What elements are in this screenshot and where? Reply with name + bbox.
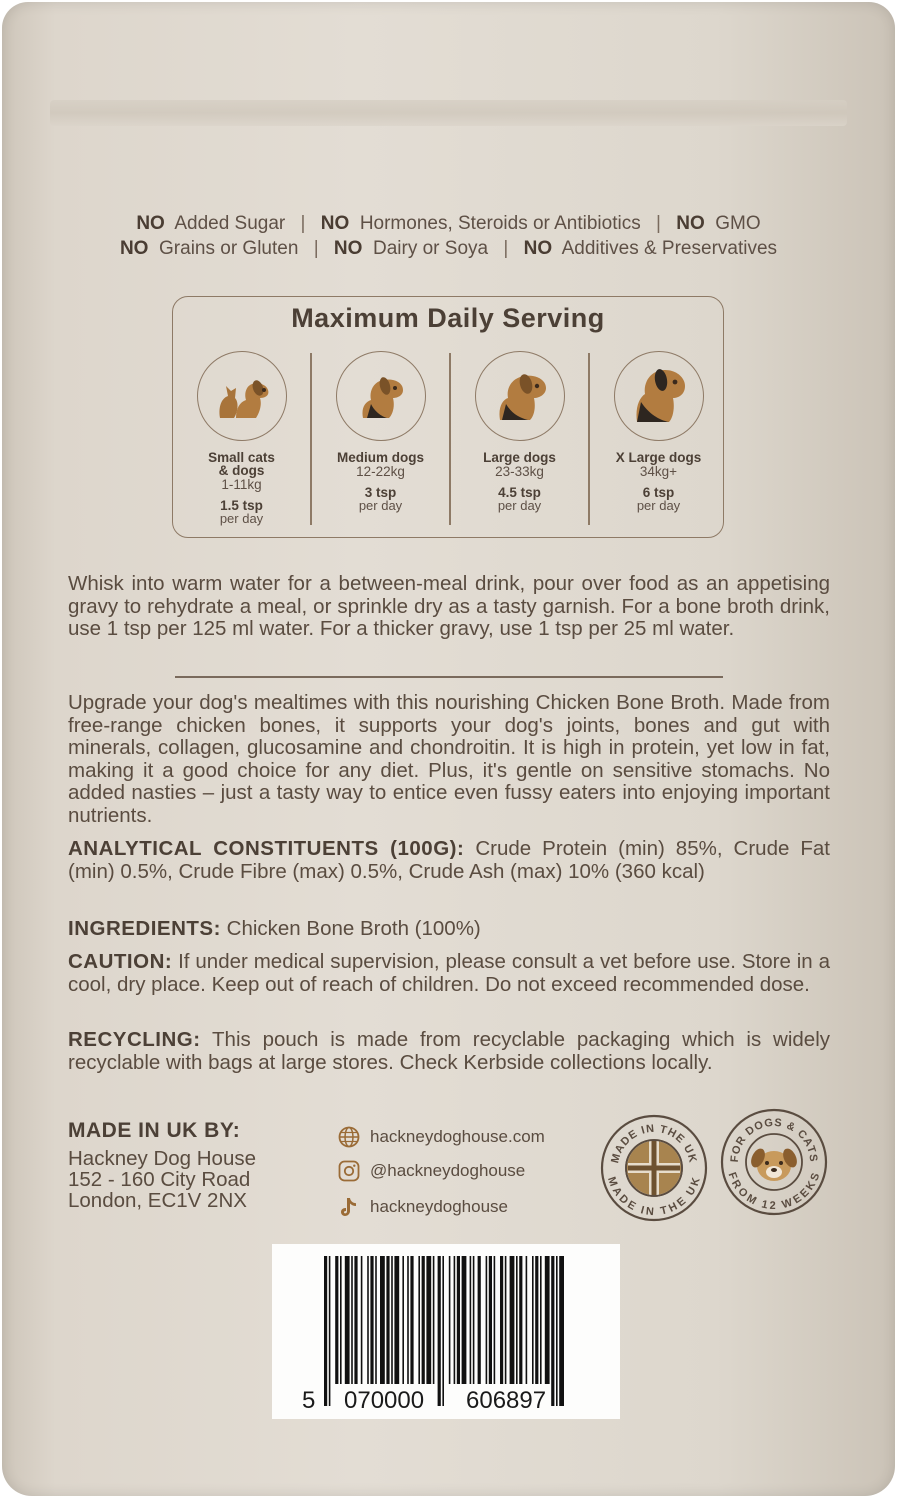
barcode-bar [545,1256,550,1384]
barcode-digit-prefix: 5 [302,1387,316,1414]
instagram-text: @hackneydoghouse [370,1161,526,1180]
maker-line-2: 152 - 160 City Road [68,1168,251,1191]
column-name-2: & dogs [218,463,265,478]
barcode-bar [394,1256,399,1384]
barcode-bar [551,1256,554,1406]
barcode-digits-right: 606897 [466,1387,547,1414]
column-amount: 4.5 tsp [498,485,541,500]
serving-column-small [173,353,310,525]
website-row [338,1126,545,1148]
maker-line-1: Hackney Dog House [68,1147,257,1170]
tiktok-text: hackneydoghouse [370,1197,509,1216]
barcode [272,1244,620,1419]
serving-column-xlarge [590,353,727,525]
caution-text: If under medical supervision, please consult a vet before use. Store in a cool, dry place. Keep out of reach of children. Do not exceed recommended dose. [68,950,830,996]
column-name: Medium dogs [337,450,424,465]
column-weight: 12-22kg [356,464,405,479]
claim-text: Dairy or Soya [372,238,489,259]
barcode-bar [375,1256,377,1384]
barcode-bar [418,1256,420,1384]
column-per: per day [358,498,403,513]
maker-line-3: London, EC1V 2NX [68,1189,247,1212]
barcode-bar [391,1256,393,1384]
recycling-label: RECYCLING: [68,1028,201,1051]
xlarge-dog-icon [614,351,704,441]
ingredients [68,918,830,941]
column-weight: 34kg+ [639,464,678,479]
barcode-bar [361,1256,363,1384]
serving-table [172,296,724,538]
barcode-bar [486,1256,488,1384]
claim-text: Added Sugar [174,213,286,234]
barcode-bar [519,1256,522,1384]
barcode-bar [510,1256,515,1384]
barcode-bar [532,1256,534,1384]
claim-no: NO [119,238,149,259]
column-weight: 1-11kg [221,477,262,492]
column-amount: 1.5 tsp [220,498,263,513]
column-weight: 23-33kg [495,464,544,479]
analytical-label: ANALYTICAL CONSTITUENTS (100G): [68,837,465,860]
tiktok-icon [338,1196,360,1218]
column-per: per day [219,511,264,526]
barcode-bar [494,1256,496,1384]
caution [68,951,830,996]
claim-text: Hormones, Steroids or Antibiotics [359,213,641,234]
medium-dog-icon [336,351,426,441]
zip-seal [50,100,847,126]
column-per: per day [636,498,681,513]
barcode-bar [449,1256,451,1384]
claims-line-2: NO Grains or Gluten | NO Dairy or Soya | NO Additives & Preservatives [119,238,778,259]
barcode-bar [526,1256,528,1384]
barcode-bar [324,1256,327,1406]
barcode-bar [329,1256,331,1406]
barcode-bar [559,1256,564,1406]
claim-text: Additives & Preservatives [561,238,778,259]
barcode-bar [438,1256,441,1406]
barcode-bar [335,1256,338,1384]
barcode-bar [402,1256,404,1384]
serving-column-large [451,353,588,525]
large-dog-icon [475,351,565,441]
column-amount: 3 tsp [364,485,397,500]
website-text: hackneydoghouse.com [370,1127,545,1146]
manufacturer-address [68,1120,256,1211]
ingredients-label: INGREDIENTS: [68,917,221,940]
barcode-bar [556,1256,558,1406]
barcode-bar [489,1256,492,1384]
barcode-bar [407,1256,409,1384]
column-name: X Large dogs [615,450,702,465]
column-name: Small cats [208,450,275,465]
pets-badge-top-text: FOR DOGS & CATS [728,1116,820,1163]
cat-and-dog-icon [197,351,287,441]
made-in-uk-badge [600,1114,708,1222]
barcode-bar [370,1256,373,1384]
claim-no: NO [523,238,553,259]
claims-line-1: NO Added Sugar | NO Hormones, Steroids or Antibiotics | NO GMO [136,213,761,234]
barcode-bar [535,1256,538,1384]
serving-title: Maximum Daily Serving [291,303,605,333]
barcode-bar [386,1256,389,1384]
barcode-digits-left: 070000 [344,1387,425,1414]
instructions-text: Whisk into warm water for a between-meal drink, pour over food as an appetising gravy to rehydrate a meal, or sprinkle dry as a tasty garnish. For a bone broth drink, use 1 tsp per 125 ml water. For a thicker gravy, use 1 tsp per 25 ml water. [68,572,830,640]
uk-badge-top-text: MADE IN THE UK [609,1122,699,1165]
barcode-bar [516,1256,518,1384]
barcode-bar [505,1256,507,1384]
barcode-bar [340,1256,342,1384]
ingredients-text: Chicken Bone Broth (100%) [226,917,481,940]
barcode-bar [454,1256,456,1384]
claim-no: NO [320,213,350,234]
globe-icon [338,1126,360,1148]
analytical-text: Crude Protein (min) 85%, Crude Fat (min) 0.5%, Crude Fibre (max) 0.5%, Crude Ash (max) 10% (360 kcal) [68,837,830,883]
analytical-constituents [68,838,830,883]
barcode-bar [351,1256,353,1384]
barcode-bar [426,1256,431,1384]
dogs-cats-badge [720,1108,828,1216]
serving-column-medium [312,353,449,525]
barcode-bar [345,1256,350,1384]
recycling [68,1029,830,1074]
claim-no: NO [333,238,363,259]
barcode-bar [433,1256,435,1384]
column-amount: 6 tsp [642,485,675,500]
barcode-bar [380,1256,385,1384]
instagram-icon [338,1160,360,1182]
caution-label: CAUTION: [68,950,173,973]
barcode-bar [354,1256,357,1384]
barcode-bar [367,1256,369,1384]
maker-label: MADE IN UK BY: [68,1119,241,1142]
barcode-bar [473,1256,475,1384]
barcode-bar [457,1256,460,1384]
pets-badge-bottom-text: FROM 12 WEEKS [725,1170,823,1213]
tiktok-row [338,1196,508,1218]
claim-text: Grains or Gluten [159,238,299,259]
column-per: per day [497,498,542,513]
barcode-bar [422,1256,425,1384]
uk-badge-bottom-text: MADE IN THE UK [605,1175,703,1219]
barcode-bar [442,1256,444,1406]
claim-no: NO [676,213,705,234]
barcode-bar [462,1256,467,1384]
section-divider [175,676,723,678]
claim-text: GMO [715,213,761,234]
instagram-row [338,1160,525,1182]
barcode-bar [540,1256,542,1384]
description-text: Upgrade your dog's mealtimes with this nourishing Chicken Bone Broth. Made from free-range chicken bones, it supports your dog's joints, bones and gut with minerals, collagen, glucosamine and chondroitin. It is high in protein, yet low in fat, making it a good choice for any diet. Plus, it's gentle on sensitive stomachs. No added nasties – just a tasty way to entice even fussy eaters into enjoying important nutrients. [68,691,830,827]
barcode-bars [272,1244,620,1419]
barcode-bar [470,1256,472,1384]
column-name: Large dogs [483,450,556,465]
claim-no: NO [136,213,165,234]
barcode-bar [478,1256,481,1384]
barcode-bar [410,1256,413,1384]
recycling-text: This pouch is made from recyclable packaging which is widely recyclable with bags at large stores. Check Kerbside collections locally. [68,1028,830,1074]
barcode-bar [500,1256,503,1384]
